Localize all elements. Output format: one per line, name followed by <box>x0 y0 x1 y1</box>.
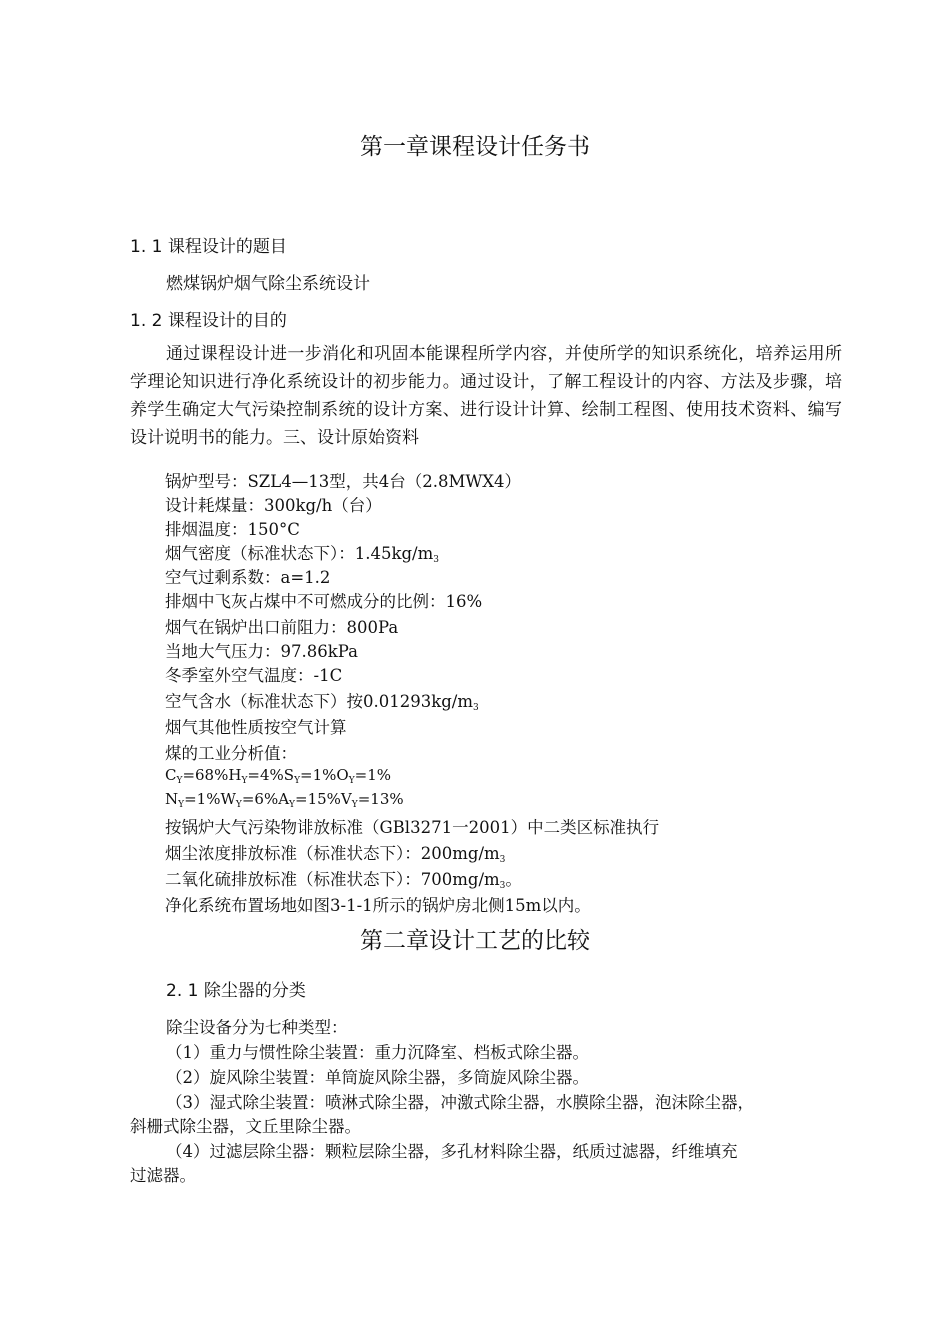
spec-resistance: 烟气在锅炉出口前阻力：800Pa <box>165 618 399 637</box>
spec-coal-use: 设计耗煤量：300kg/h（台） <box>165 496 382 515</box>
list-item-continuation: 斜栅式除尘器，文丘里除尘器。 <box>130 1117 361 1136</box>
spec-winter-temp: 冬季室外空气温度：-1C <box>165 666 343 685</box>
spec-coal-analysis-label: 煤的工业分析值： <box>165 744 297 763</box>
spec-gas-density: 烟气密度（标准状态下）：$1.45kg/m_3$ <box>165 544 439 565</box>
chapter2-title: 第二章设计工艺的比较 <box>360 928 590 954</box>
spec-boiler-model: 锅炉型号：SZL4—13型，共4台（2.8MWX4） <box>165 472 522 491</box>
purpose-paragraph: 通过课程设计进一步消化和巩固本能课程所学内容，并使所学的知识系统化，培养运用所学理论知识进行净化系统设计的初步能力。通过设计，了解工程设计的内容、方法及步骤，培养学生确定大气污染控制系统的设计方案、进行设计计算、绘制工程图、使用技术资料、编写设计说明书的能力。三、设计原始资料 <box>130 344 842 448</box>
coal-analysis-row-2: $N_Y=1\%W_Y=6\%A_Y=15\%V_Y=13\%$ <box>165 790 404 810</box>
spec-dust-standard: 烟尘浓度排放标准（标准状态下）：$200mg/m_3$ <box>165 844 506 865</box>
section-title: 课程设计的题目 <box>167 237 287 257</box>
spec-fly-ash: 排烟中飞灰占煤中不可燃成分的比例：16% <box>165 592 483 611</box>
spec-excess-air: 空气过剩系数：a=1.2 <box>165 568 331 587</box>
section-title: 课程设计的目的 <box>167 311 287 331</box>
spec-standard: 按锅炉大气污染物诽放标准（GBl3271一2001）中二类区标准执行 <box>165 818 660 837</box>
list-item: （1）重力与惯性除尘装置：重力沉降室、档板式除尘器。 <box>166 1043 589 1062</box>
list-item: （4）过滤层除尘器：颗粒层除尘器，多孔材料除尘器，纸质过滤器，纤维填充 <box>166 1142 738 1161</box>
section-1-1-heading <box>130 232 287 257</box>
section-title: 除尘器的分类 <box>203 981 306 1001</box>
section-number: 2. 1 <box>166 981 199 1001</box>
list-item: （3）湿式除尘装置：喷淋式除尘器，冲激式除尘器，水膜除尘器，泡沫除尘器， <box>166 1093 754 1112</box>
design-topic: 燃煤锅炉烟气除尘系统设计 <box>166 274 370 294</box>
section-1-2-heading <box>130 306 287 331</box>
spec-so2-standard: 二氧化硫排放标准（标准状态下）：$700mg/m_3$。 <box>165 870 522 891</box>
list-item: （2）旋风除尘装置：单筒旋风除尘器，多筒旋风除尘器。 <box>166 1068 589 1087</box>
spec-site: 净化系统布置场地如图3-1-1所示的锅炉房北侧15m以内。 <box>165 896 591 915</box>
spec-other-props: 烟气其他性质按空气计算 <box>165 718 347 737</box>
coal-analysis-row-1: $C_Y=68\%H_Y=4\%S_Y=1\%O_Y=1\%$ <box>165 766 392 786</box>
spec-atm-pressure: 当地大气压力：97.86kPa <box>165 642 358 661</box>
spec-exhaust-temp: 排烟温度：150°C <box>165 520 300 539</box>
collector-intro: 除尘设备分为七种类型： <box>166 1018 348 1037</box>
spec-air-water: 空气含水（标准状态下）按$0.01293kg/m_3$ <box>165 692 479 713</box>
section-number: 1. 1 <box>130 237 163 257</box>
section-2-1-heading <box>166 976 306 1001</box>
chapter1-title: 第一章课程设计任务书 <box>360 134 590 160</box>
list-item-continuation: 过滤器。 <box>130 1166 196 1185</box>
section-number: 1. 2 <box>130 311 163 331</box>
